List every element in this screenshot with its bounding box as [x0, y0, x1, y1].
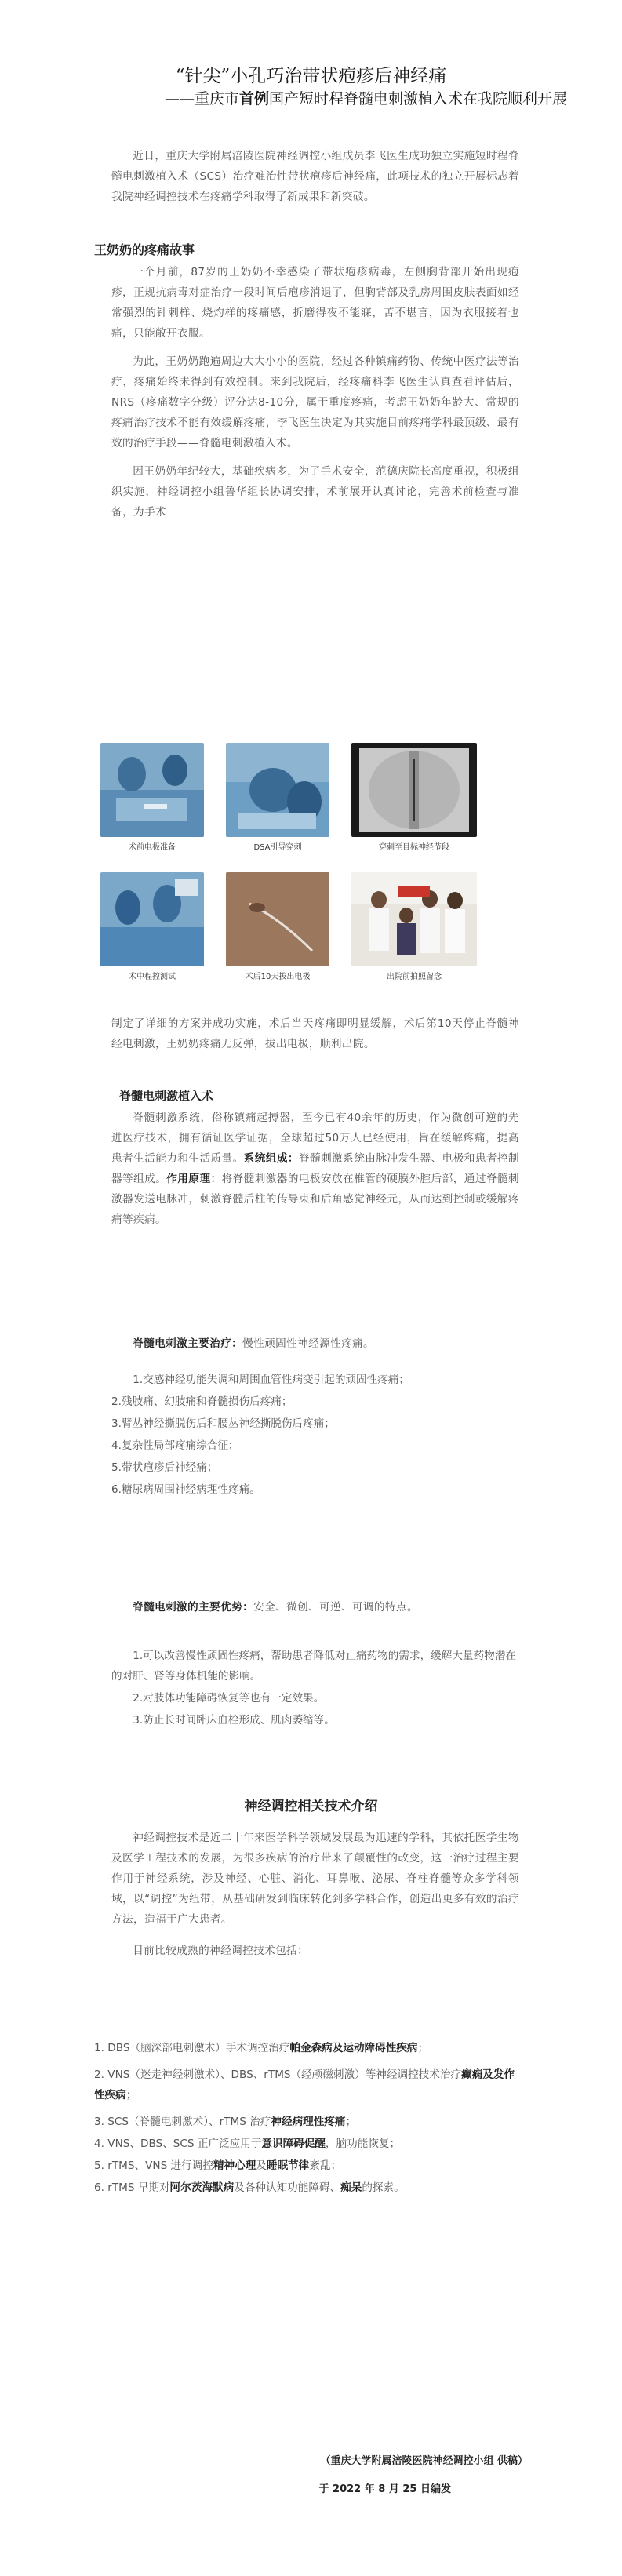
- photo-xray-target: [351, 743, 477, 837]
- advantage-list: [111, 1646, 519, 1732]
- indication-item: 1.交感神经功能失调和周围血管性病变引起的顽固性疼痛；: [133, 1374, 409, 1386]
- photo-electrode-removal: [226, 872, 329, 966]
- technique-highlight: 意识障碍促醒: [261, 2138, 326, 2150]
- technique-highlight: 痴呆: [340, 2181, 362, 2194]
- technique-text: ，脑功能恢复；: [325, 2138, 401, 2150]
- story-paragraph: 为此，王奶奶跑遍周边大大小小的医院，经过各种镇痛药物、传统中医疗法等治疗，疼痛始终未得到有效控制。来到我院后，经疼痛科李飞医生认真查看评估后，NRS（疼痛数字分级）评分达8-10分，属于重度疼痛，考虑王奶奶年龄大、常规的疼痛治疗技术不能有效缓解疼痛，李飞医生决定为其实施目前疼痛学科最顶级、最有效的治疗手段——脊髓电刺激植入术。: [111, 355, 519, 449]
- technique-item: [94, 2065, 518, 2105]
- surgery-image-icon: [100, 743, 204, 837]
- article-title: “针尖”小孔巧治带状疱疹后神经痛: [175, 66, 447, 86]
- publish-date: 于 2022 年 8 月 25 日编发: [318, 2483, 451, 2495]
- story-heading: 王奶奶的疼痛故事: [94, 242, 195, 257]
- indication-item: 4.复杂性局部疼痛综合征；: [111, 1439, 239, 1452]
- photo-electrode-prep: [100, 743, 204, 837]
- surgery-image-icon: [226, 743, 329, 837]
- technique-text: 1. DBS（脑深部电刺激术）手术调控治疗: [94, 2042, 290, 2054]
- advantage-item: 2.对肢体功能障碍恢复等也有一定效果。: [133, 1692, 325, 1705]
- indication-label: 脊髓电刺激主要治疗：: [133, 1337, 243, 1350]
- technique-highlight: 癫痫及发作性疾病: [94, 2068, 515, 2101]
- technique-item: [94, 2178, 518, 2198]
- technique-item: [94, 2038, 518, 2058]
- technique-text: ；: [125, 2089, 137, 2101]
- scs-body: [111, 1108, 519, 1230]
- indication-item: 3.臂丛神经撕脱伤后和腰丛神经撕脱伤后疼痛；: [111, 1417, 335, 1430]
- subtitle-bold: 首例: [239, 90, 270, 107]
- technique-item: [94, 2112, 518, 2132]
- skin-image-icon: [226, 872, 329, 966]
- scs-comp-label: 系统组成：: [243, 1152, 299, 1165]
- group-photo-icon: [351, 872, 477, 966]
- scs-paragraph: [111, 1108, 519, 1230]
- neuro-section-title: 神经调控相关技术介绍: [244, 1799, 378, 1814]
- technique-text: 2. VNS（迷走神经刺激术）、DBS、rTMS（经颅磁刺激）等神经调控技术治疗: [94, 2068, 462, 2081]
- technique-text: 6. rTMS 早期对: [94, 2181, 170, 2194]
- story-paragraphs: [111, 262, 519, 522]
- photo-caption: 术中程控测试: [129, 973, 176, 981]
- story-paragraph: 因王奶奶年纪较大，基础疾病多，为了手术安全，范德庆院长高度重视，积极组织实施，神经调控小组鲁华组长协调安排，术前展开认真讨论，完善术前检查与准备，为手术: [111, 465, 519, 518]
- photo-caption: 术后10天拔出电极: [245, 973, 311, 981]
- neuro-intro-paragraph: [111, 1828, 519, 1961]
- technique-text: ；: [345, 2116, 357, 2128]
- photo-caption: 出院前拍照留念: [387, 973, 442, 981]
- photo-caption: DSA引导穿刺: [253, 843, 302, 852]
- neuro-intro-text: 神经调控技术是近二十年来医学科学领域发展最为迅速的学科，其依托医学生物及医学工程技术的发展，为很多疾病的治疗带来了颠覆性的改变，这一治疗过程主要作用于神经系统，涉及神经、心脏、消化、耳鼻喉、泌尿、脊柱脊髓等众多学科领域，以“调控”为纽带，从基础研发到临床转化到多学科合作，创造出更多有效的治疗方法，造福于广大患者。: [111, 1832, 519, 1926]
- advantage-label: 脊髓电刺激的主要优势：: [133, 1601, 254, 1614]
- technique-text: 及各种认知功能障碍、: [234, 2181, 341, 2194]
- indication-item: 2.残肢痛、幻肢痛和脊髓损伤后疼痛；: [111, 1395, 293, 1408]
- technique-text: 3. SCS（脊髓电刺激术）、rTMS 治疗: [94, 2116, 271, 2128]
- technique-text: 5. rTMS、VNS 进行调控: [94, 2159, 213, 2172]
- scs-comp-text: 脊髓刺激系统由脉冲发生器、电极和患者控制器等组成。: [111, 1152, 519, 1185]
- advantage-paragraph: [111, 1597, 519, 1617]
- technique-list: [94, 2038, 518, 2199]
- technique-highlight: 精神心理: [213, 2159, 256, 2172]
- technique-item: [94, 2134, 518, 2154]
- technique-item: [94, 2156, 518, 2176]
- indication-paragraph: [111, 1333, 519, 1354]
- advantage-item: 3.防止长时间卧床血栓形成、肌肉萎缩等。: [133, 1714, 335, 1726]
- intro-text: 近日，重庆大学附属涪陵医院神经调控小组成员李飞医生成功独立实施短时程脊髓电刺激植入术（SCS）治疗难治性带状疱疹后神经痛，此项技术的独立开展标志着我院神经调控技术在疼痛学科取得了新成果和新突破。: [111, 150, 519, 203]
- photo-intraop-test: [100, 872, 204, 966]
- scs-intro-text: 脊髓刺激系统，俗称镇痛起搏器，至今已有40余年的历史，作为微创可逆的先进医疗技术，拥有循证医学证据，全球超过50万人已经使用，旨在缓解疼痛，提高患者生活能力和生活质量。: [111, 1112, 519, 1165]
- subtitle-prefix: ——重庆市: [165, 90, 240, 107]
- surgery-photo-grid: [100, 743, 493, 1010]
- photo-caption: 术前电极准备: [129, 843, 176, 852]
- technique-text: 紊乱；: [309, 2159, 342, 2172]
- intro-paragraph: [111, 146, 519, 207]
- technique-text: 4. VNS、DBS、SCS 正广泛应用于: [94, 2138, 262, 2150]
- article-subtitle: [47, 88, 580, 110]
- technique-text: ；: [417, 2042, 429, 2054]
- story-cont-text: 制定了详细的方案并成功实施，术后当天疼痛即明显缓解，术后第10天停止脊髓神经电刺激，王奶奶疼痛无反弹，拔出电极，顺利出院。: [111, 1017, 519, 1050]
- technique-highlight: 阿尔茨海默病: [169, 2181, 235, 2194]
- photo-dsa-puncture: [226, 743, 329, 837]
- indication-text: 慢性顽固性神经源性疼痛。: [242, 1337, 375, 1350]
- indication-item: 6.糖尿病周围神经病理性疼痛。: [111, 1483, 260, 1496]
- scs-mech-label: 作用原理：: [166, 1173, 222, 1185]
- advantage-line: [111, 1597, 519, 1617]
- technique-text: 的探索。: [362, 2181, 405, 2194]
- technique-text: 及: [256, 2159, 267, 2172]
- photo-caption: 穿刺至目标神经节段: [379, 843, 449, 852]
- story-paragraph: 一个月前，87岁的王奶奶不幸感染了带状疱疹病毒，左侧胸背部开始出现疱疹，正规抗病毒对症治疗一段时间后疱疹消退了，但胸背部及乳房周围皮肤表面如经常强烈的针刺样、烧灼样的疼痛感，折磨得夜不能寐，苦不堪言，因为衣服接着也痛，只能敞开衣服。: [111, 266, 519, 340]
- indication-line: [111, 1333, 519, 1354]
- source-credit: （重庆大学附属涪陵医院神经调控小组 供稿）: [320, 2455, 528, 2467]
- technique-highlight: 神经病理性疼痛: [271, 2116, 346, 2128]
- advantage-item: 1.可以改善慢性顽固性疼痛，帮助患者降低对止痛药物的需求，缓解大量药物潜在的对肝、肾等身体机能的影响。: [111, 1650, 516, 1683]
- technique-highlight: 睡眠节律: [266, 2159, 310, 2172]
- technique-highlight: 帕金森病及运动障碍性疾病: [289, 2042, 418, 2054]
- subtitle-suffix: 国产短时程脊髓电刺激植入术在我院顺利开展: [269, 90, 568, 107]
- neuro-lead-text: 目前比较成熟的神经调控技术包括：: [133, 1945, 309, 1957]
- advantage-text: 安全、微创、可逆、可调的特点。: [253, 1601, 419, 1614]
- scs-mech-text: 将脊髓刺激器的电极安放在椎管的硬膜外腔后部，通过脊髓刺激器发送电脉冲，刺激脊髓后柱的传导束和后角感觉神经元，从而达到控制或缓解疼痛等疾病。: [111, 1173, 519, 1226]
- scs-heading: 脊髓电刺激植入术: [119, 1089, 214, 1103]
- surgery-image-icon: [100, 872, 204, 966]
- xray-image-icon: [351, 743, 477, 837]
- photo-discharge-group: [351, 872, 477, 966]
- story-continuation: [111, 1013, 519, 1054]
- indication-list: [111, 1370, 519, 1501]
- indication-item: 5.带状疱疹后神经痛；: [111, 1461, 218, 1474]
